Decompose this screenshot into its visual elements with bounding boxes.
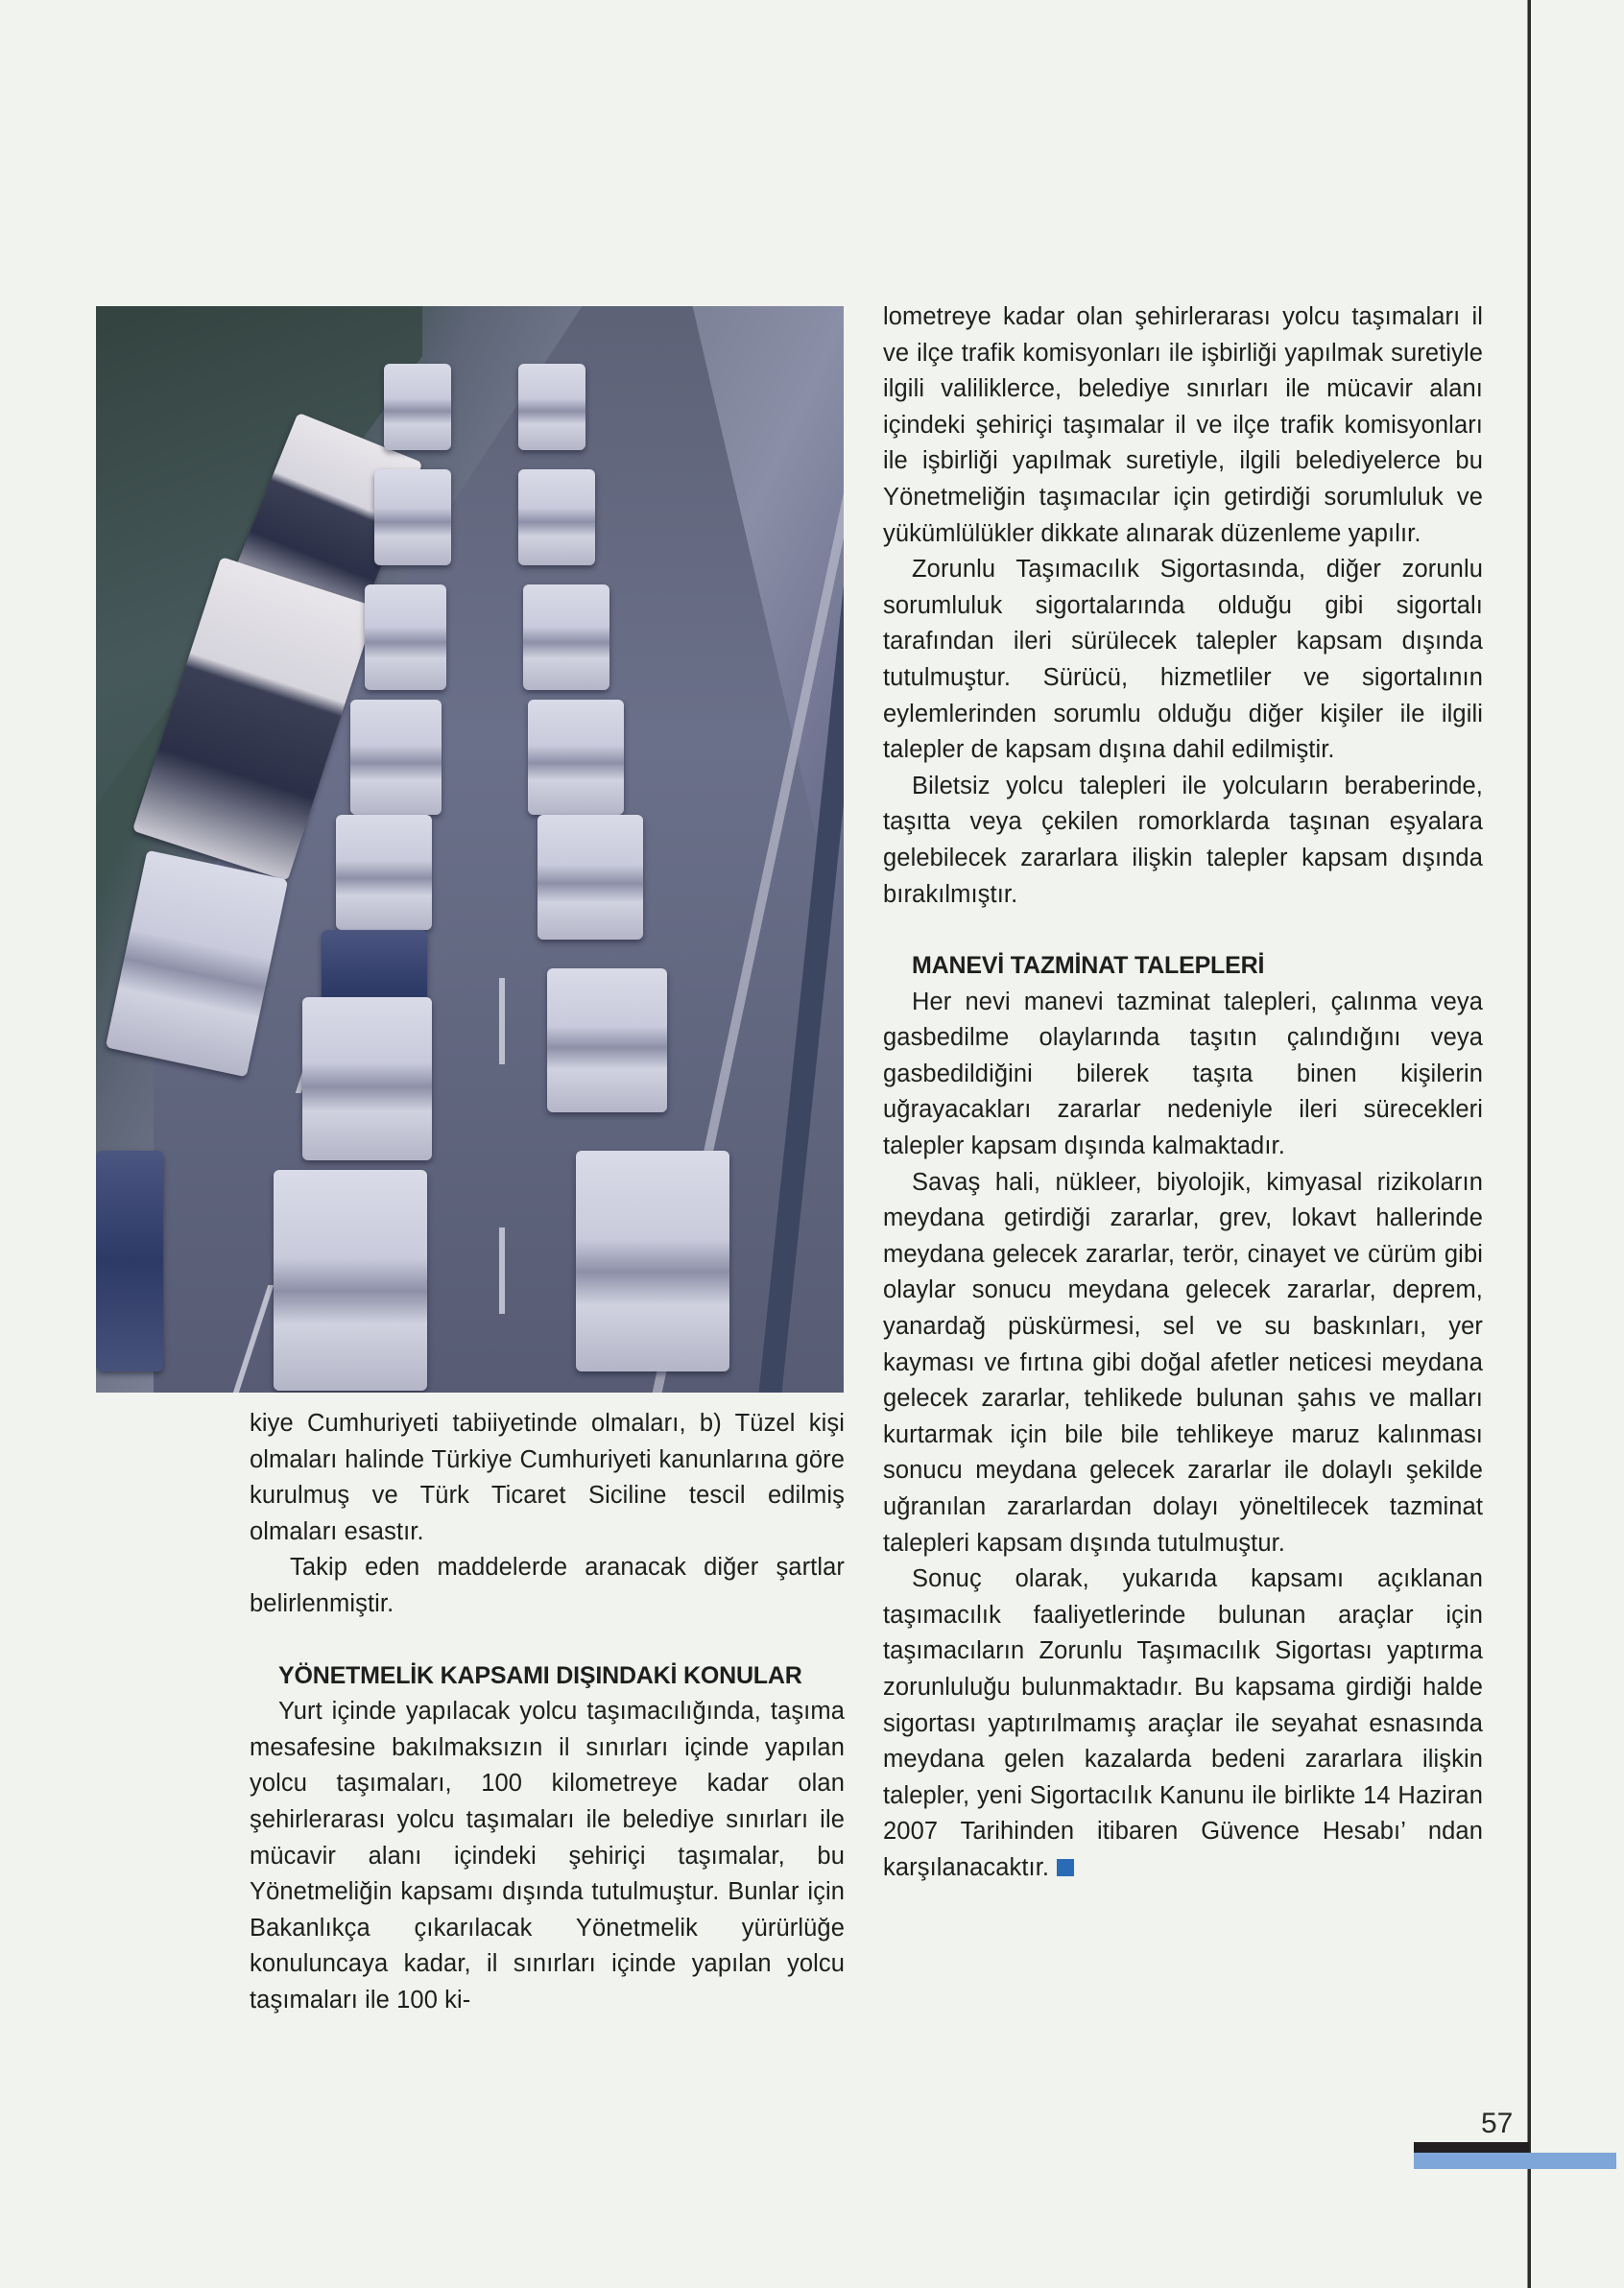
paragraph: Her nevi manevi tazminat talepleri, çalınma veya gasbedilme olaylarında taşıtın çalındığını veya gasbedildiğini bilerek taşıta binen kişilerin uğrayacakları zararlar nedeniyle ileri sürecekleri talepler kapsam dışında kalmaktadır. xyxy=(883,988,1483,1160)
paragraph: Zorunlu Taşımacılık Sigortasında, diğer zorunlu sorumluluk sigortalarında olduğu gibi sigortalı tarafından ileri sürülecek talepler kapsam dışında tutulmuştur. Sürücü, hizmetliler ve sigortalının eylemlerinden sorumlu olduğu diğer kişiler ile ilgili talepler de kapsam dışına dahil edilmiştir. xyxy=(883,556,1483,764)
photo-car xyxy=(547,968,667,1112)
photo-lane-marking xyxy=(499,1227,505,1314)
photo-car xyxy=(350,700,442,815)
paragraph xyxy=(883,1561,1483,1886)
page-number: 57 xyxy=(1481,2108,1514,2139)
paragraph: kiye Cumhuriyeti tabiiyetinde olmaları, b) Tüzel kişi olmaları halinde Türkiye Cumhuriyeti kanunlarına göre kurulmuş ve Türk Ticaret Siciline tescil edilmiş olmaları esastır. xyxy=(250,1410,845,1545)
photo-car xyxy=(518,469,595,565)
right-column xyxy=(883,299,1483,1887)
photo-car xyxy=(302,997,432,1160)
photo-car xyxy=(576,1151,729,1371)
photo-lane-marking xyxy=(499,978,505,1064)
photo-car xyxy=(384,364,451,450)
photo-car xyxy=(365,584,446,690)
section-heading: MANEVİ TAZMİNAT TALEPLERİ xyxy=(912,952,1265,980)
page-margin-rule xyxy=(1528,0,1531,2288)
photo-car xyxy=(523,584,609,690)
photo-car xyxy=(528,700,624,815)
footer-bar-dark xyxy=(1414,2142,1529,2153)
traffic-photo xyxy=(96,306,844,1393)
photo-car xyxy=(518,364,585,450)
paragraph: Savaş hali, nükleer, biyolojik, kimyasal rizikoların meydana getirdiği zararlar, grev, lokavt hallerinde meydana gelecek zararlar, terör, cinayet ve cürüm gibi olaylar sonucu meydana gelecek zararlar, deprem, yanardağ püskürmesi, sel ve su baskınları, yer kayması ve fırtına gibi doğal afetler neticesi meydana gelecek zararlar, tehlikede bulunan şahıs ve malları kurtarmak için bile bile tehlikeye maruz kalınması sonucu meydana gelecek zararlar ile dolaylı şekilde uğranılan zararlardan dolayı yöneltilecek tazminat talepleri kapsam dışında tutulmuştur. xyxy=(883,1168,1483,1557)
photo-car xyxy=(537,815,643,940)
paragraph: Takip eden maddelerde aranacak diğer şartlar belirlenmiştir. xyxy=(250,1554,845,1617)
photo-car xyxy=(96,1151,163,1371)
photo-car xyxy=(336,815,432,930)
paragraph: Yurt içinde yapılacak yolcu taşımacılığında, taşıma mesafesine bakılmaksızın il sınırları içinde yapılan yolcu taşımaları, 100 kilometreye kadar olan şehirlerarası yolcu taşımaları ile belediye sınırları ile mücavir alanı içindeki şehiriçi taşımalar, bu Yönetmeliğin kapsamı dışında tutulmuştur. Bunlar için Bakanlıkça çıkarılacak Yönetmelik yürürlüğe konuluncaya kadar, il sınırları içinde yapılan yolcu taşımaları ile 100 ki- xyxy=(250,1698,845,2014)
left-column xyxy=(250,1406,845,2019)
section-heading: YÖNETMELİK KAPSAMI DIŞINDAKİ KONULAR xyxy=(278,1661,802,1689)
paragraph-text: Sonuç olarak, yukarıda kapsamı açıklanan taşımacılık faaliyetlerinde bulunan araçlar için taşımacıların Zorunlu Taşımacılık Sigortası yaptırma zorunluluğu bulunmaktadır. Bu kapsama girdiği halde sigortası yaptırılmamış araçlar ile seyahat esnasında meydana gelen kazalarda bedeni zararlara ilişkin talepler, yeni Sigortacılık Kanunu ile birlikte 14 Haziran 2007 Tarihinden itibaren Güvence Hesabı’ ndan karşılanacaktır. xyxy=(883,1565,1483,1881)
paragraph: lometreye kadar olan şehirlerarası yolcu taşımaları il ve ilçe trafik komisyonları ile işbirliği yapılmak suretiyle ilgili valiliklerce, belediye sınırları ile mücavir alanı içindeki şehiriçi taşımalar il ve ilçe trafik komisyonları ile işbirliği yapılmak suretiyle, ilgili belediyelerce bu Yönetmeliğin taşımacılar için getirdiği sorumluluk ve yükümlülükler dikkate alınarak düzenleme yapılır. xyxy=(883,303,1483,547)
footer-bar-blue xyxy=(1414,2153,1616,2169)
photo-car xyxy=(374,469,451,565)
photo-car xyxy=(274,1170,427,1391)
paragraph: Biletsiz yolcu talepleri ile yolcuların beraberinde, taşıtta veya çekilen romorklarda taşınan eşyalara gelebilecek zararlara ilişkin talepler kapsam dışında bırakılmıştır. xyxy=(883,772,1483,908)
end-of-article-square-icon xyxy=(1057,1859,1074,1876)
